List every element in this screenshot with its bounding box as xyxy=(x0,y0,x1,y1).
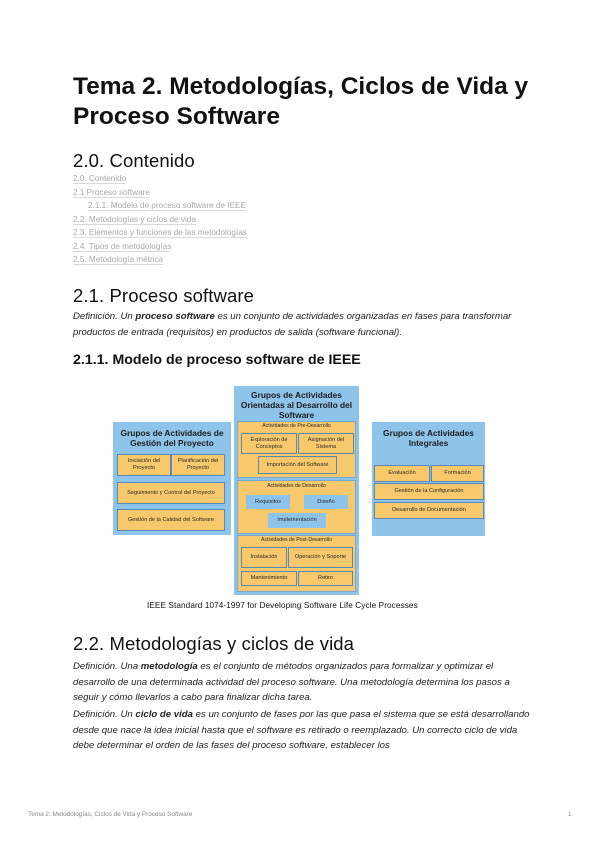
toc-link[interactable]: 2.3. Elementos y funciones de las metodologías xyxy=(73,228,247,237)
box-exploracion: Exploración de Conceptos xyxy=(241,433,297,454)
toc-link[interactable]: 2.0. Contenido xyxy=(73,174,127,183)
box-iniciacion: Iniciación del Proyecto xyxy=(117,454,171,476)
box-operacion: Operación y Soporte xyxy=(288,547,353,568)
page-number: 1 xyxy=(568,811,572,818)
box-planificacion: Planificación del Proyecto xyxy=(171,454,225,476)
paragraph-metodologia: Definición. Una metodología es el conjunto de métodos organizados para formalizar y optimizar el desarrollo de una determinada actividad del proceso software. Una metodología determina los pasos a seguir y cómo llevarlos a cabo para finalizar dicha tarea. xyxy=(73,661,510,703)
box-importacion: Importación del Software xyxy=(258,456,337,474)
toc-link[interactable]: 2.4. Tipos de metodologías xyxy=(73,241,172,251)
box-evaluacion: Evaluación xyxy=(374,465,430,482)
integral-panel-title: Grupos de Actividades Integrales xyxy=(383,428,474,448)
box-asignacion: Asignación del Sistema xyxy=(298,433,354,454)
box-retiro: Retiro xyxy=(298,571,353,586)
pre-development-title: Actividades de Pre-Desarrollo xyxy=(262,423,331,429)
post-development-title: Actividades de Post-Desarrollo xyxy=(261,537,332,543)
box-requisitos: Requisitos xyxy=(246,495,290,509)
development-panel-title: Grupos de Actividades Orientadas al Desarrollo del Software xyxy=(240,390,353,420)
box-calidad: Gestión de la Calidad del Software xyxy=(117,509,225,531)
table-of-contents xyxy=(73,173,247,268)
box-instalacion: Instalación xyxy=(241,547,287,568)
section-heading-2-1-1: 2.1.1. Modelo de proceso software de IEEE xyxy=(73,352,361,368)
box-diseno: Diseño xyxy=(304,495,348,509)
section-heading-2-1: 2.1. Proceso software xyxy=(73,285,255,306)
figure-caption: IEEE Standard 1074-1997 for Developing Software Life Cycle Processes xyxy=(147,601,418,610)
development-group xyxy=(237,480,356,534)
box-implementacion: Implementación xyxy=(268,513,326,528)
box-documentacion: Desarrollo de Documentación xyxy=(374,502,484,519)
section-heading-2-2: 2.2. Metodologías y ciclos de vida xyxy=(73,633,355,654)
management-panel-title: Grupos de Actividades de Gestión del Proyecto xyxy=(120,428,224,448)
ieee-process-figure xyxy=(113,386,505,599)
management-panel xyxy=(113,422,231,535)
box-mantenimiento: Mantenimiento xyxy=(241,571,297,586)
contents-heading: 2.0. Contenido xyxy=(73,150,195,171)
paragraph-proceso-software: Definición. Un proceso software es un conjunto de actividades organizadas en fases para transformar productos de entrada (requisitos) en productos de salida (software funcional). xyxy=(73,311,512,338)
post-development-group xyxy=(237,535,356,592)
toc-link[interactable]: 2.5. Metodología métrica xyxy=(73,255,164,264)
box-seguimiento: Seguimiento y Control del Proyecto xyxy=(117,482,225,504)
integral-panel xyxy=(372,422,485,536)
development-panel xyxy=(234,386,359,595)
paragraph-ciclo-de-vida: Definición. Un ciclo de vida es un conjunto de fases por las que pasa el sistema que se está desarrollando desde que nace la idea inicial hasta que el software es retirado o reemplazado. Un correcto ciclo de vida debe determinar el orden de las fases del proceso software, establecer los xyxy=(73,709,530,751)
toc-link[interactable]: 2.1 Proceso software xyxy=(73,187,150,197)
box-formacion: Formación xyxy=(431,465,484,482)
development-title: Actividades de Desarrollo xyxy=(267,483,326,489)
page-footer: Tema 2. Metodologías, Ciclos de Vida y Proceso Software xyxy=(28,811,193,818)
pre-development-group xyxy=(237,421,356,478)
toc-link[interactable]: 2.2. Metodologías y ciclos de vida xyxy=(73,214,196,224)
box-configuracion: Gestión de la Configuración xyxy=(374,483,484,500)
page-title: Tema 2. Metodologías, Ciclos de Vida y Proceso Software xyxy=(73,73,529,130)
toc-link[interactable]: 2.1.1. Modelo de proceso software de IEEE xyxy=(88,201,246,210)
